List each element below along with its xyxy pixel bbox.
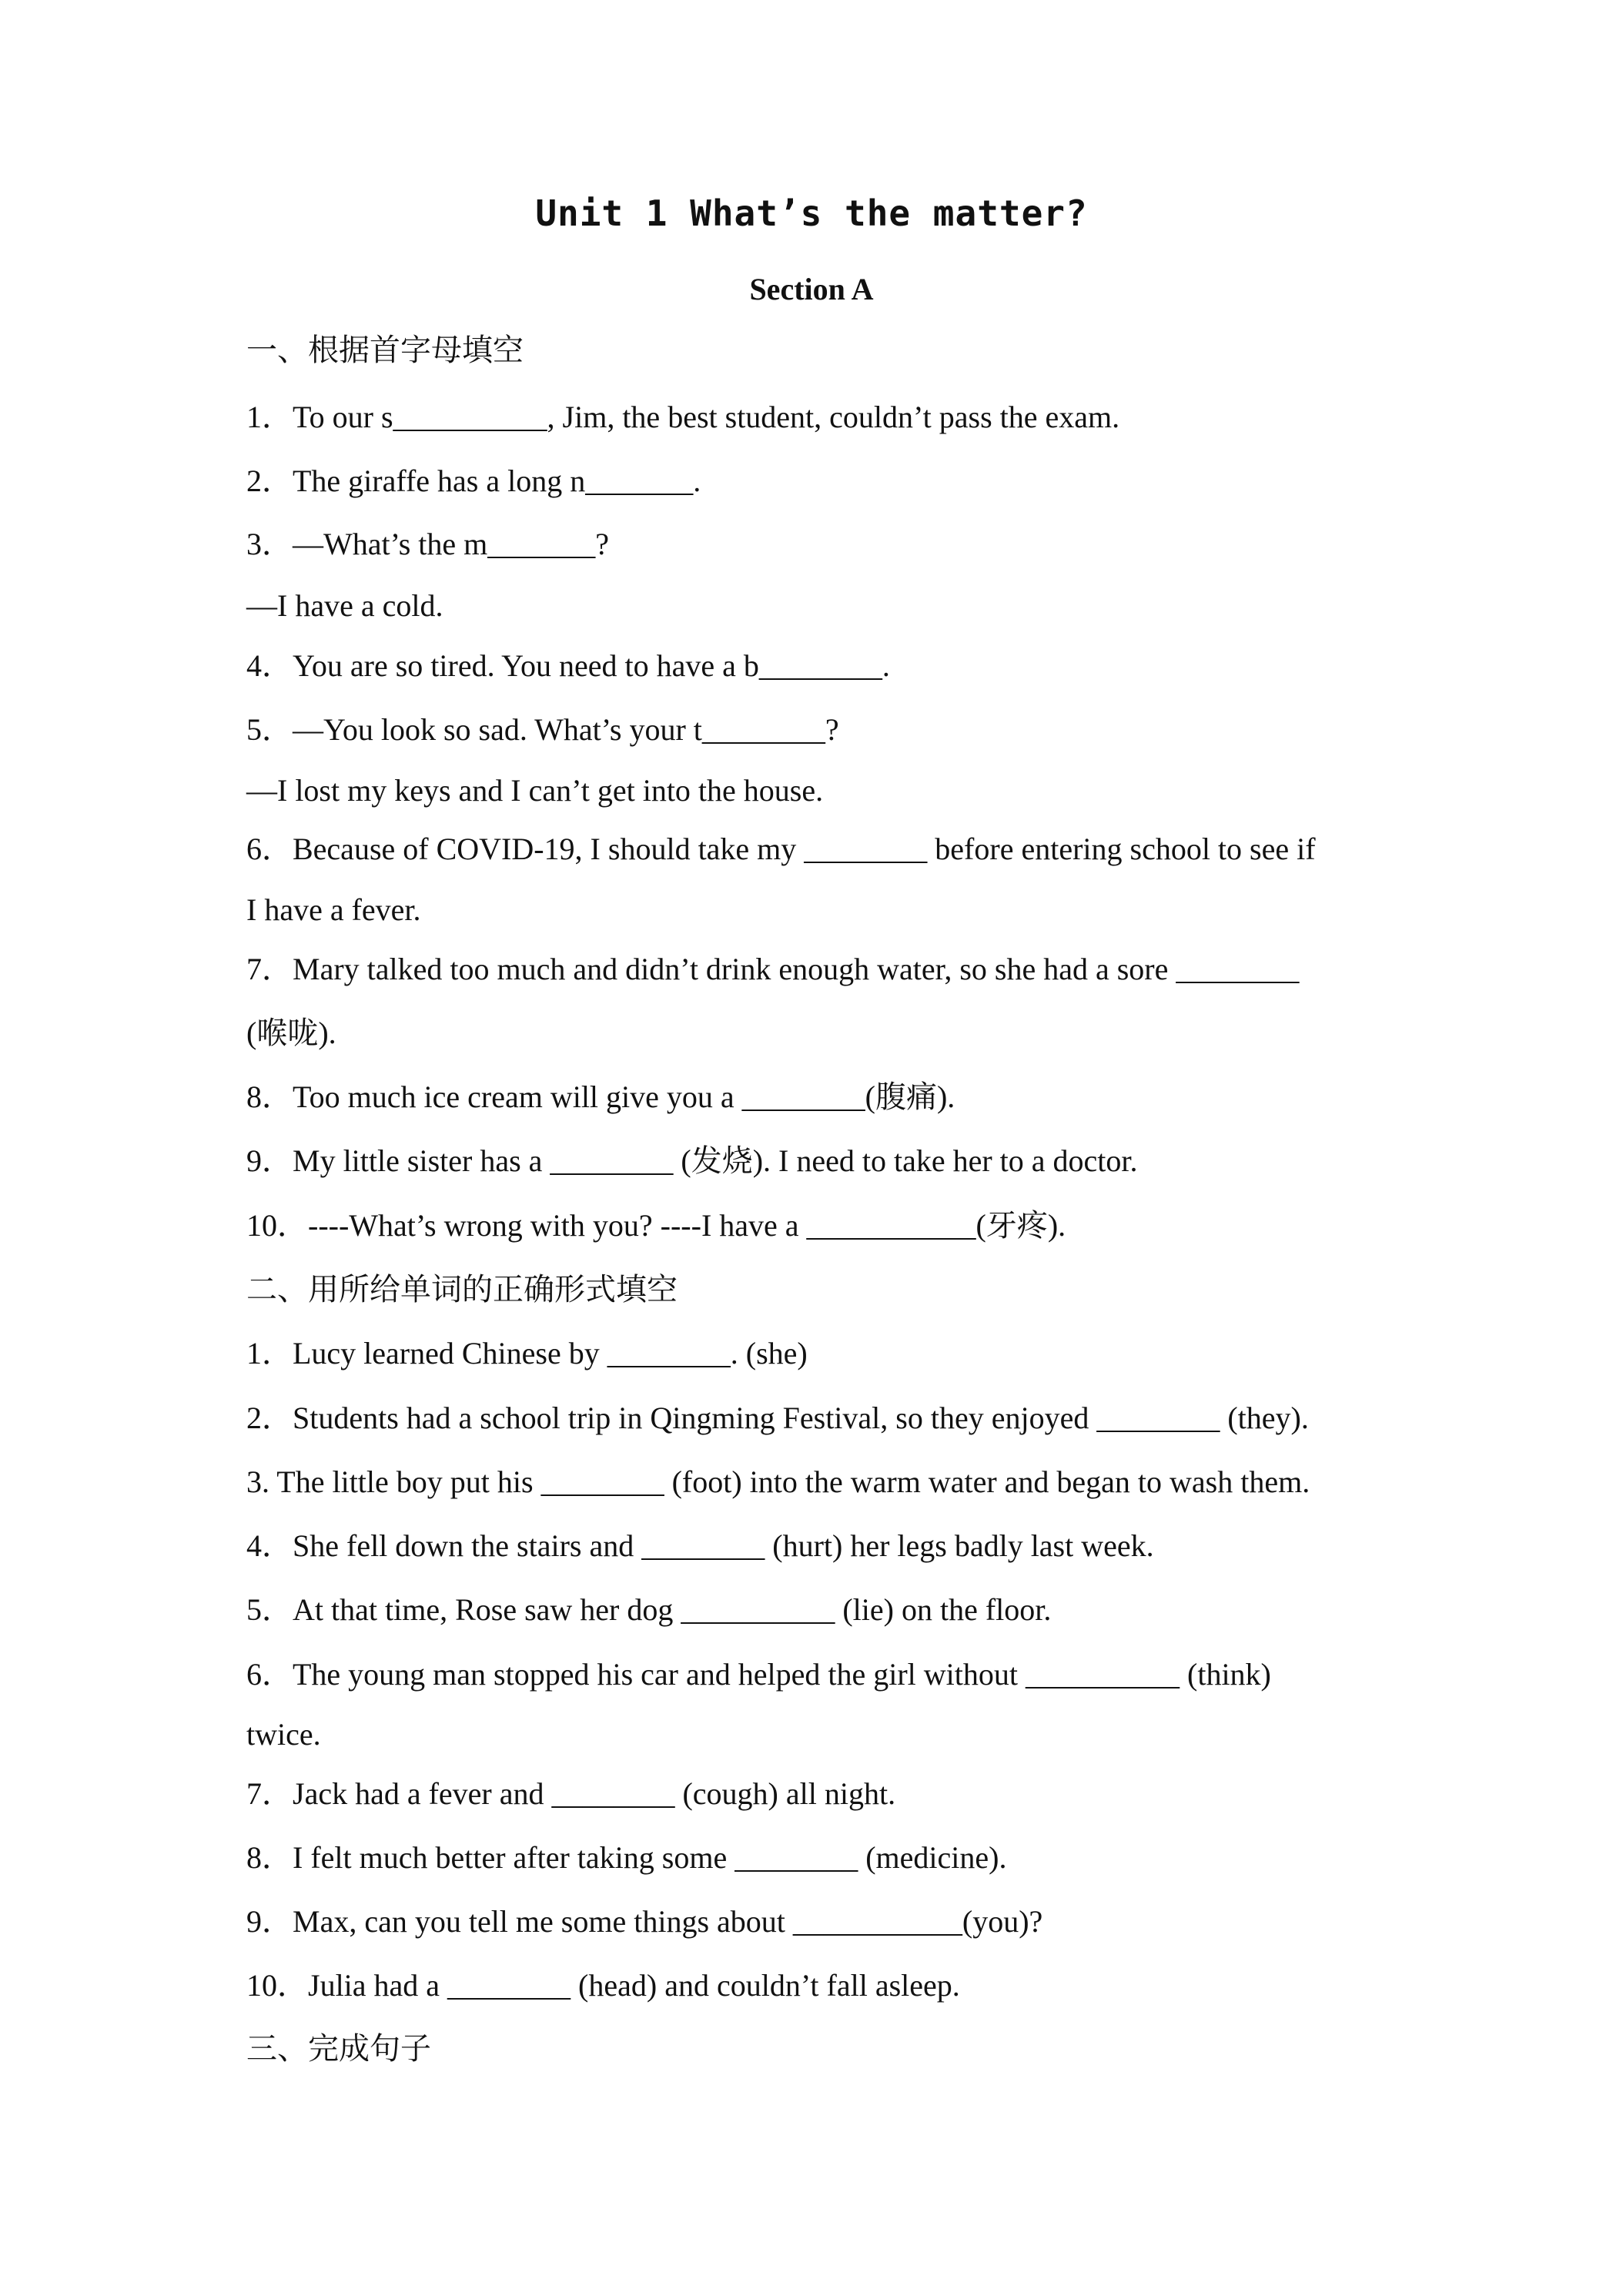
exercise-line: 2．Students had a school trip in Qingming Festival, so they enjoyed ________ (they). [246,1401,1309,1435]
exercise-line: 10．----What’s wrong with you? ----I have a ___________(牙疼). [246,1208,1066,1243]
exercise-line: 1．To our s__________, Jim, the best student, couldn’t pass the exam. [246,400,1120,434]
page-title: Unit 1 What’s the matter? [535,192,1088,234]
exercise-line: 8．I felt much better after taking some ________ (medicine). [246,1840,1007,1875]
exercise-line: —I have a cold. [246,588,443,623]
exercise-line: 5．At that time, Rose saw her dog __________ (lie) on the floor. [246,1592,1052,1627]
exercise-line: 6．The young man stopped his car and helped the girl without __________ (think) [246,1657,1271,1692]
section-heading: 三、完成句子 [246,2031,431,2067]
exercise-line: 9．My little sister has a ________ (发烧). I need to take her to a doctor. [246,1143,1138,1178]
exercise-line: 3．—What’s the m_______? [246,527,610,561]
exercise-line: 9．Max, can you tell me some things about ___________(you)? [246,1904,1043,1939]
exercise-line: I have a fever. [246,892,421,927]
exercise-line: 4．You are so tired. You need to have a b________. [246,648,890,683]
exercise-line: 3. The little boy put his ________ (foot) into the warm water and began to wash them. [246,1464,1310,1499]
exercise-line: 8．Too much ice cream will give you a ________(腹痛). [246,1079,955,1114]
exercise-line: 10．Julia had a ________ (head) and couldn’t fall asleep. [246,1968,960,2003]
exercise-line: 4．She fell down the stairs and ________ (hurt) her legs badly last week. [246,1528,1154,1563]
exercise-line: 7．Mary talked too much and didn’t drink enough water, so she had a sore ________ [246,952,1300,986]
exercise-line: 2．The giraffe has a long n_______. [246,464,701,498]
section-heading: 二、用所给单词的正确形式填空 [246,1272,678,1307]
exercise-line: (喉咙). [246,1016,336,1050]
exercise-line: 1．Lucy learned Chinese by ________. (she) [246,1336,808,1371]
section-heading: 一、根据首字母填空 [246,333,524,368]
exercise-line: 5．—You look so sad. What’s your t________? [246,712,839,747]
exercise-line: 6．Because of COVID-19, I should take my ________ before entering school to see if [246,832,1316,866]
section-subtitle: Section A [749,272,874,306]
exercise-line: twice. [246,1717,321,1752]
exercise-line: 7．Jack had a fever and ________ (cough) all night. [246,1776,896,1811]
exercise-line: —I lost my keys and I can’t get into the house. [246,773,824,808]
